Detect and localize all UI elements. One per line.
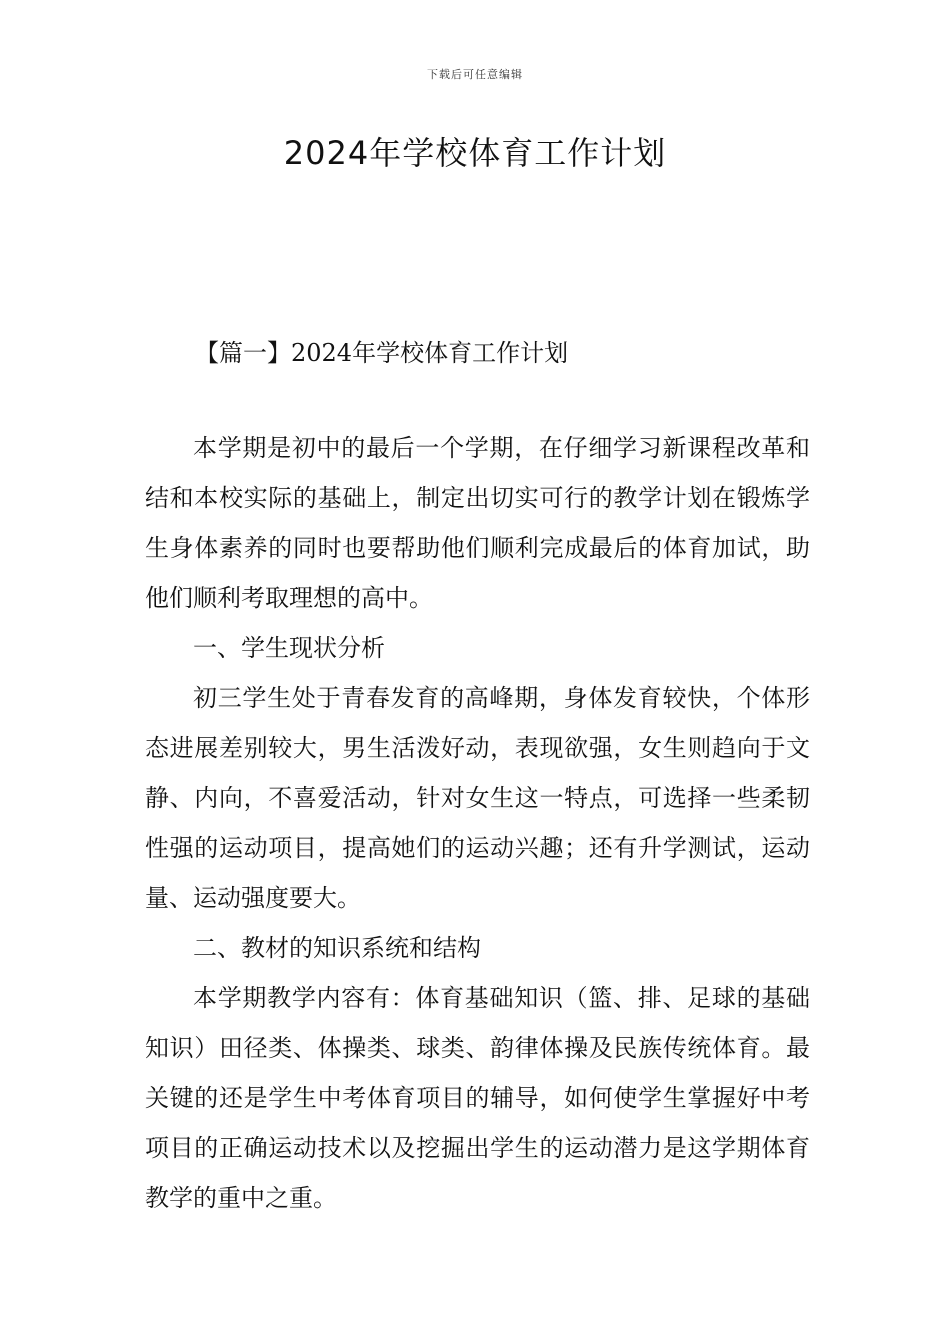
header-note: 下载后可任意编辑 xyxy=(427,68,523,81)
student-analysis-paragraph: 初三学生处于青春发育的高峰期，身体发育较快，个体形态进展差别较大，男生活泼好动，表现欲强，女生则趋向于文静、内向，不喜爱活动，针对女生这一特点，可选择一些柔韧性强的运动项目，提高她们的运动兴趣；还有升学测试，运动量、运动强度要大。 xyxy=(145,684,810,912)
intro-paragraph: 本学期是初中的最后一个学期，在仔细学习新课程改革和结和本校实际的基础上，制定出切实可行的教学计划在锻炼学生身体素养的同时也要帮助他们顺利完成最后的体育加试，助他们顺利考取理想的高中。 xyxy=(145,434,810,612)
document-body xyxy=(145,423,810,1223)
section-heading: 【篇一】2024年学校体育工作计划 xyxy=(195,339,569,367)
subheading-student-analysis: 一、学生现状分析 xyxy=(193,634,385,662)
document-title: 2024年学校体育工作计划 xyxy=(283,134,667,172)
curriculum-paragraph: 本学期教学内容有：体育基础知识（篮、排、足球的基础知识）田径类、体操类、球类、韵律体操及民族传统体育。最关键的还是学生中考体育项目的辅导，如何使学生掌握好中考项目的正确运动技术以及挖掘出学生的运动潜力是这学期体育教学的重中之重。 xyxy=(145,984,810,1212)
subheading-curriculum-structure: 二、教材的知识系统和结构 xyxy=(193,934,481,962)
